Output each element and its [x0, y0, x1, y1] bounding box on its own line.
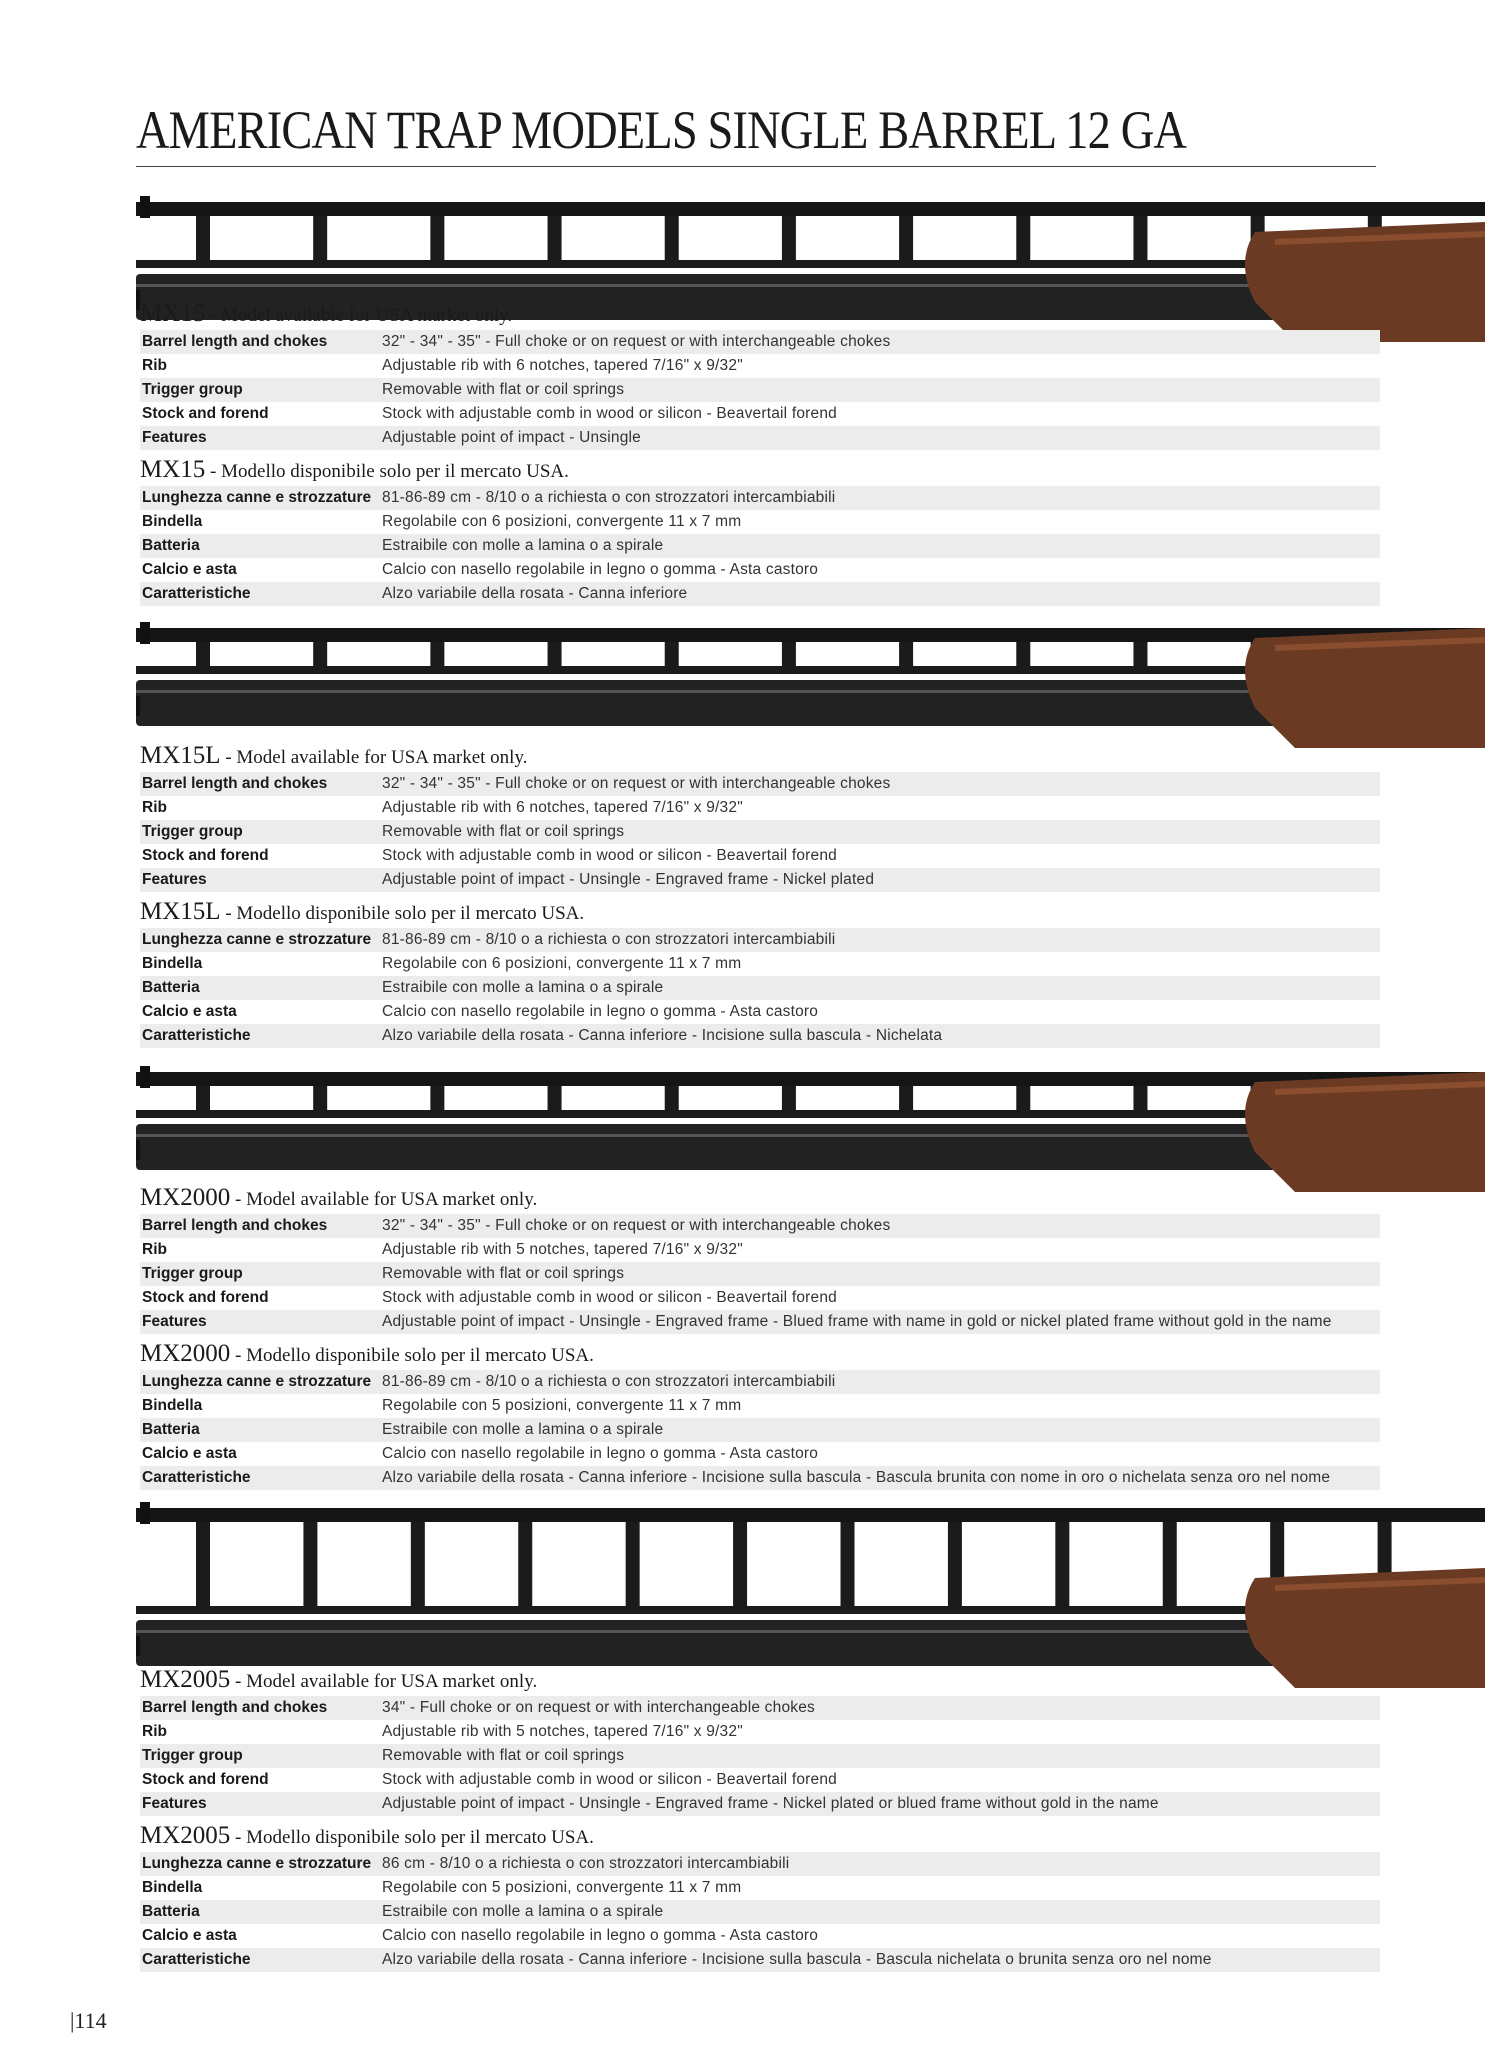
model-block-mx2000 — [140, 1184, 1380, 1496]
spec-row — [140, 486, 1380, 510]
model-name: MX2005 — [140, 1822, 231, 1849]
spec-value: Adjustable rib with 6 notches, tapered 7/16" x 9/32" — [382, 799, 743, 816]
spec-label: Barrel length and chokes — [142, 333, 328, 350]
spec-value: Regolabile con 6 posizioni, convergente 11 x 7 mm — [382, 513, 742, 530]
spec-row — [140, 1418, 1380, 1442]
spec-table-en — [140, 1696, 1380, 1816]
spec-value: Calcio con nasello regolabile in legno o gomma - Asta castoro — [382, 1003, 819, 1020]
spec-row — [140, 510, 1380, 534]
spec-value: Regolabile con 6 posizioni, convergente 11 x 7 mm — [382, 955, 742, 972]
spec-value: Adjustable point of impact - Unsingle - Engraved frame - Nickel plated or blued frame without gold in the name — [382, 1795, 1159, 1812]
model-name: MX15L — [140, 898, 221, 925]
spec-row — [140, 1924, 1380, 1948]
spec-value: Adjustable rib with 5 notches, tapered 7/16" x 9/32" — [382, 1723, 743, 1740]
spec-table-en — [140, 330, 1380, 450]
spec-value: Stock with adjustable comb in wood or silicon - Beavertail forend — [382, 847, 837, 864]
spec-table-it — [140, 486, 1380, 606]
spec-value: Adjustable rib with 5 notches, tapered 7/16" x 9/32" — [382, 1241, 743, 1258]
spec-row — [140, 796, 1380, 820]
spec-value: 34" - Full choke or on request or with interchangeable chokes — [382, 1699, 815, 1716]
model-availability: - Model available for USA market only. — [220, 747, 528, 768]
spec-row — [140, 952, 1380, 976]
spec-row — [140, 844, 1380, 868]
spec-row — [140, 1394, 1380, 1418]
spec-value: 81-86-89 cm - 8/10 o a richiesta o con strozzatori intercambiabili — [382, 1373, 836, 1390]
spec-label: Stock and forend — [142, 1771, 269, 1788]
spec-row — [140, 1720, 1380, 1744]
model-heading-en — [140, 742, 1380, 770]
spec-label: Lunghezza canne e strozzature — [142, 1373, 372, 1390]
spec-row — [140, 976, 1380, 1000]
spec-value: Adjustable point of impact - Unsingle - Engraved frame - Blued frame with name in gold or nickel plated frame without gold in the name — [382, 1313, 1332, 1330]
spec-label: Rib — [142, 1723, 167, 1740]
spec-label: Bindella — [142, 955, 203, 972]
page-title: AMERICAN TRAP MODELS SINGLE BARREL 12 GA — [136, 100, 1187, 160]
spec-row — [140, 1696, 1380, 1720]
spec-row — [140, 1744, 1380, 1768]
spec-label: Trigger group — [142, 1747, 243, 1764]
spec-label: Features — [142, 1795, 207, 1812]
model-heading-it — [140, 456, 1380, 484]
spec-row — [140, 402, 1380, 426]
spec-row — [140, 772, 1380, 796]
spec-label: Trigger group — [142, 381, 243, 398]
title-divider — [136, 166, 1376, 167]
spec-value: Calcio con nasello regolabile in legno o gomma - Asta castoro — [382, 1927, 819, 1944]
model-block-mx15 — [140, 300, 1380, 612]
spec-value: 32" - 34" - 35" - Full choke or on request or with interchangeable chokes — [382, 775, 891, 792]
gun-illustration — [136, 1500, 1485, 1690]
spec-row — [140, 1024, 1380, 1048]
spec-row — [140, 868, 1380, 892]
spec-value: Regolabile con 5 posizioni, convergente 11 x 7 mm — [382, 1397, 742, 1414]
spec-row — [140, 1900, 1380, 1924]
spec-label: Calcio e asta — [142, 1927, 237, 1944]
model-availability: - Modello disponibile solo per il mercato USA. — [205, 461, 569, 482]
model-name: MX2000 — [140, 1184, 231, 1211]
model-heading-en — [140, 1184, 1380, 1212]
spec-row — [140, 1948, 1380, 1972]
spec-label: Barrel length and chokes — [142, 1699, 328, 1716]
spec-label: Stock and forend — [142, 847, 269, 864]
spec-value: 81-86-89 cm - 8/10 o a richiesta o con strozzatori intercambiabili — [382, 931, 836, 948]
spec-row — [140, 354, 1380, 378]
spec-value: 32" - 34" - 35" - Full choke or on request or with interchangeable chokes — [382, 1217, 891, 1234]
model-availability: - Modello disponibile solo per il mercato USA. — [230, 1827, 594, 1848]
spec-value: Removable with flat or coil springs — [382, 381, 625, 398]
spec-label: Batteria — [142, 537, 200, 554]
spec-value: Alzo variabile della rosata - Canna inferiore - Incisione sulla bascula - Nichelata — [382, 1027, 943, 1044]
model-heading-it — [140, 1340, 1380, 1368]
spec-value: Regolabile con 5 posizioni, convergente 11 x 7 mm — [382, 1879, 742, 1896]
spec-label: Bindella — [142, 1879, 203, 1896]
spec-row — [140, 1852, 1380, 1876]
spec-value: Alzo variabile della rosata - Canna inferiore - Incisione sulla bascula - Bascula brunita con nome in oro o nichelata senza oro nel nome — [382, 1469, 1331, 1486]
spec-value: Stock with adjustable comb in wood or silicon - Beavertail forend — [382, 405, 837, 422]
spec-label: Features — [142, 871, 207, 888]
spec-value: Calcio con nasello regolabile in legno o gomma - Asta castoro — [382, 561, 819, 578]
spec-value: Adjustable rib with 6 notches, tapered 7/16" x 9/32" — [382, 357, 743, 374]
spec-label: Barrel length and chokes — [142, 1217, 328, 1234]
model-availability: - Modello disponibile solo per il mercato USA. — [220, 903, 585, 924]
spec-row — [140, 1214, 1380, 1238]
gun-image-mx15l — [136, 620, 1485, 750]
spec-label: Caratteristiche — [142, 1951, 251, 1968]
model-block-mx15l — [140, 742, 1380, 1054]
spec-label: Features — [142, 429, 207, 446]
spec-table-it — [140, 1852, 1380, 1972]
spec-row — [140, 378, 1380, 402]
spec-table-it — [140, 928, 1380, 1048]
page-number: |114 — [70, 2008, 107, 2033]
spec-label: Stock and forend — [142, 1289, 269, 1306]
spec-label: Batteria — [142, 1903, 200, 1920]
spec-value: Estraibile con molle a lamina o a spirale — [382, 979, 664, 996]
model-availability: - Modello disponibile solo per il mercato USA. — [230, 1345, 594, 1366]
gun-illustration — [136, 620, 1485, 750]
spec-value: Alzo variabile della rosata - Canna inferiore — [382, 585, 688, 602]
spec-value: Adjustable point of impact - Unsingle - Engraved frame - Nickel plated — [382, 871, 875, 888]
spec-row — [140, 1238, 1380, 1262]
model-heading-en — [140, 300, 1380, 328]
model-name: MX15 — [140, 300, 206, 327]
spec-row — [140, 558, 1380, 582]
model-name: MX15 — [140, 456, 206, 483]
spec-label: Batteria — [142, 979, 200, 996]
spec-label: Rib — [142, 1241, 167, 1258]
spec-label: Batteria — [142, 1421, 200, 1438]
spec-row — [140, 1262, 1380, 1286]
model-name: MX2005 — [140, 1666, 231, 1693]
model-availability: - Model available for USA market only. — [230, 1189, 538, 1210]
gun-image-mx2000 — [136, 1064, 1485, 1194]
spec-label: Caratteristiche — [142, 1469, 251, 1486]
spec-table-en — [140, 1214, 1380, 1334]
spec-label: Stock and forend — [142, 405, 269, 422]
spec-table-en — [140, 772, 1380, 892]
gun-image-mx2005 — [136, 1500, 1485, 1690]
spec-label: Barrel length and chokes — [142, 775, 328, 792]
spec-value: Removable with flat or coil springs — [382, 823, 625, 840]
spec-row — [140, 1442, 1380, 1466]
spec-table-it — [140, 1370, 1380, 1490]
spec-row — [140, 582, 1380, 606]
spec-value: Removable with flat or coil springs — [382, 1265, 625, 1282]
spec-label: Trigger group — [142, 1265, 243, 1282]
spec-row — [140, 1286, 1380, 1310]
spec-value: Calcio con nasello regolabile in legno o gomma - Asta castoro — [382, 1445, 819, 1462]
spec-value: Removable with flat or coil springs — [382, 1747, 625, 1764]
spec-value: 81-86-89 cm - 8/10 o a richiesta o con strozzatori intercambiabili — [382, 489, 836, 506]
spec-label: Rib — [142, 357, 167, 374]
model-heading-it — [140, 898, 1380, 926]
spec-row — [140, 1370, 1380, 1394]
model-name: MX15L — [140, 742, 221, 769]
spec-label: Lunghezza canne e strozzature — [142, 489, 372, 506]
spec-value: 86 cm - 8/10 o a richiesta o con strozzatori intercambiabili — [382, 1855, 790, 1872]
spec-label: Calcio e asta — [142, 1445, 237, 1462]
spec-label: Calcio e asta — [142, 1003, 237, 1020]
spec-row — [140, 1000, 1380, 1024]
gun-illustration — [136, 1064, 1485, 1194]
spec-row — [140, 1876, 1380, 1900]
spec-row — [140, 1768, 1380, 1792]
model-heading-en — [140, 1666, 1380, 1694]
spec-row — [140, 1310, 1380, 1334]
spec-value: 32" - 34" - 35" - Full choke or on request or with interchangeable chokes — [382, 333, 891, 350]
spec-value: Estraibile con molle a lamina o a spirale — [382, 1421, 664, 1438]
spec-row — [140, 330, 1380, 354]
spec-value: Estraibile con molle a lamina o a spirale — [382, 1903, 664, 1920]
spec-value: Stock with adjustable comb in wood or silicon - Beavertail forend — [382, 1771, 837, 1788]
model-name: MX2000 — [140, 1340, 231, 1367]
spec-row — [140, 928, 1380, 952]
spec-label: Caratteristiche — [142, 585, 251, 602]
model-block-mx2005 — [140, 1666, 1380, 1978]
spec-label: Rib — [142, 799, 167, 816]
model-heading-it — [140, 1822, 1380, 1850]
spec-value: Alzo variabile della rosata - Canna inferiore - Incisione sulla bascula - Bascula nichelata o brunita senza oro nel nome — [382, 1951, 1212, 1968]
spec-label: Features — [142, 1313, 207, 1330]
spec-value: Adjustable point of impact - Unsingle — [382, 429, 641, 446]
spec-row — [140, 534, 1380, 558]
spec-label: Lunghezza canne e strozzature — [142, 1855, 372, 1872]
spec-row — [140, 1792, 1380, 1816]
spec-value: Stock with adjustable comb in wood or silicon - Beavertail forend — [382, 1289, 837, 1306]
spec-label: Lunghezza canne e strozzature — [142, 931, 372, 948]
spec-row — [140, 426, 1380, 450]
spec-label: Trigger group — [142, 823, 243, 840]
spec-label: Bindella — [142, 1397, 203, 1414]
spec-label: Caratteristiche — [142, 1027, 251, 1044]
model-availability: - Model available for USA market only. — [205, 305, 513, 326]
spec-row — [140, 820, 1380, 844]
spec-label: Calcio e asta — [142, 561, 237, 578]
spec-row — [140, 1466, 1380, 1490]
spec-value: Estraibile con molle a lamina o a spirale — [382, 537, 664, 554]
spec-label: Bindella — [142, 513, 203, 530]
model-availability: - Model available for USA market only. — [230, 1671, 538, 1692]
